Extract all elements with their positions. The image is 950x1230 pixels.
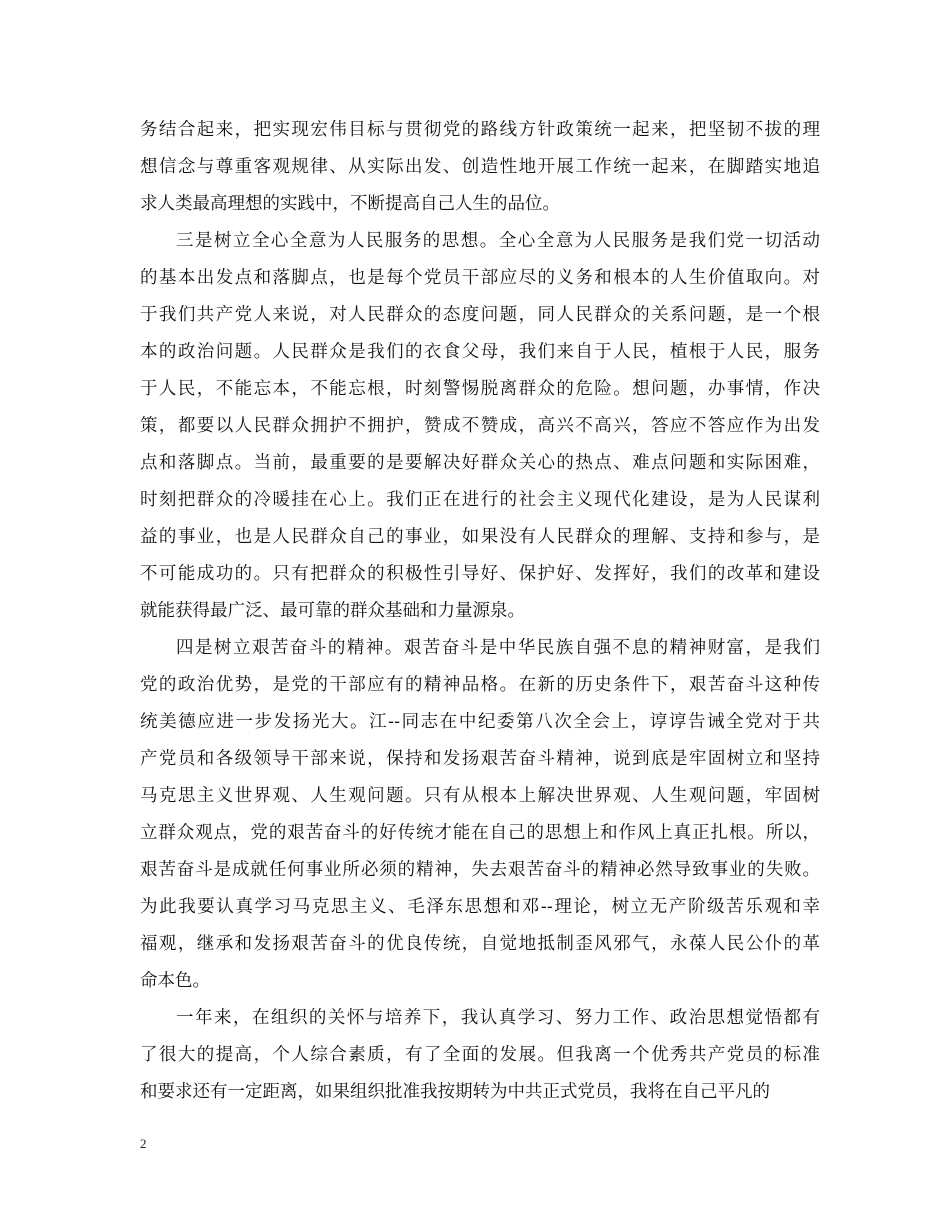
text-line: 想信念与尊重客观规律、从实际出发、创造性地开展工作统一起来，在脚踏实地追 (140, 157, 820, 177)
text-line: 福观，继承和发扬艰苦奋斗的优良传统，自觉地抵制歪风邪气，永葆人民公仆的革 (140, 934, 820, 954)
text-line: 策，都要以人民群众拥护不拥护，赞成不赞成，高兴不高兴，答应不答应作为出发 (140, 416, 820, 436)
text-line: 本的政治问题。人民群众是我们的衣食父母，我们来自于人民，植根于人民，服务 (140, 342, 820, 362)
text-line: 了很大的提高，个人综合素质，有了全面的发展。但我离一个优秀共产党员的标准 (140, 1045, 820, 1065)
text-line: 不可能成功的。只有把群众的积极性引导好、保护好、发挥好，我们的改革和建设 (140, 564, 820, 584)
page-number: 2 (140, 1136, 147, 1151)
text-line: 三是树立全心全意为人民服务的思想。全心全意为人民服务是我们党一切活动 (176, 231, 820, 251)
text-line: 就能获得最广泛、最可靠的群众基础和力量源泉。 (140, 601, 525, 621)
text-line: 务结合起来，把实现宏伟目标与贯彻党的路线方针政策统一起来，把坚韧不拔的理 (140, 120, 820, 140)
text-line: 和要求还有一定距离，如果组织批准我按期转为中共正式党员，我将在自己平凡的 (140, 1082, 770, 1102)
paragraph (140, 223, 820, 630)
text-line: 点和落脚点。当前，最重要的是要解决好群众关心的热点、难点问题和实际困难， (140, 453, 820, 473)
text-line: 的基本出发点和落脚点，也是每个党员干部应尽的义务和根本的人生价值取向。对 (140, 268, 820, 288)
text-line: 一年来，在组织的关怀与培养下，我认真学习、努力工作、政治思想觉悟都有 (176, 1008, 820, 1028)
text-line: 时刻把群众的冷暖挂在心上。我们正在进行的社会主义现代化建设，是为人民谋利 (140, 490, 820, 510)
text-line: 四是树立艰苦奋斗的精神。艰苦奋斗是中华民族自强不息的精神财富，是我们 (176, 638, 820, 658)
text-line: 立群众观点，党的艰苦奋斗的好传统才能在自己的思想上和作风上真正扎根。所以， (140, 823, 820, 843)
text-line: 命本色。 (140, 971, 210, 991)
paragraph (140, 1000, 820, 1111)
text-line: 于我们共产党人来说，对人民群众的态度问题，同人民群众的关系问题，是一个根 (140, 305, 820, 325)
document-body (140, 112, 820, 1111)
paragraph (140, 630, 820, 1000)
text-line: 产党员和各级领导干部来说，保持和发扬艰苦奋斗精神，说到底是牢固树立和坚持 (140, 749, 820, 769)
text-line: 马克思主义世界观、人生观问题。只有从根本上解决世界观、人生观问题，牢固树 (140, 786, 820, 806)
text-line: 求人类最高理想的实践中，不断提高自己人生的品位。 (140, 194, 560, 214)
text-line: 益的事业，也是人民群众自己的事业，如果没有人民群众的理解、支持和参与，是 (140, 527, 820, 547)
text-line: 统美德应进一步发扬光大。江--同志在中纪委第八次全会上，谆谆告诫全党对于共 (140, 712, 820, 732)
text-line: 艰苦奋斗是成就任何事业所必须的精神，失去艰苦奋斗的精神必然导致事业的失败。 (140, 860, 820, 880)
text-line: 党的政治优势，是党的干部应有的精神品格。在新的历史条件下，艰苦奋斗这种传 (140, 675, 820, 695)
text-line: 于人民，不能忘本，不能忘根，时刻警惕脱离群众的危险。想问题，办事情，作决 (140, 379, 820, 399)
paragraph (140, 112, 820, 223)
text-line: 为此我要认真学习马克思主义、毛泽东思想和邓--理论，树立无产阶级苦乐观和幸 (140, 897, 820, 917)
